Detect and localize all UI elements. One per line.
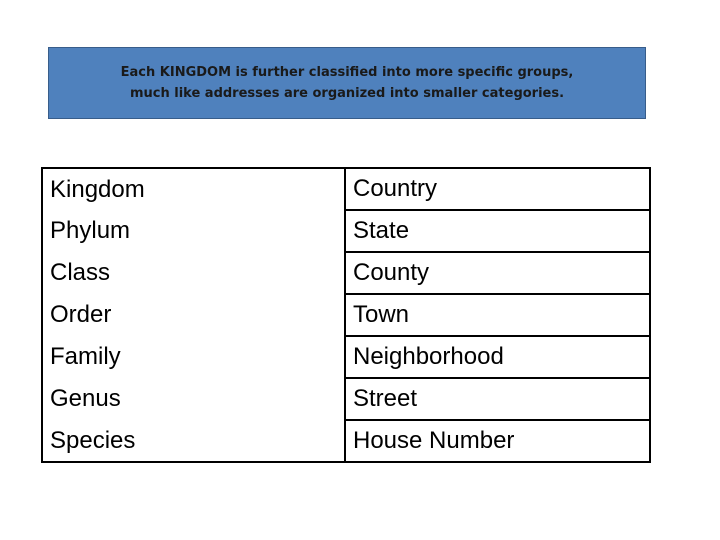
address-cell: Town [345,294,650,336]
address-cell: House Number [345,420,650,462]
taxon-cell: Family [42,336,345,378]
address-cell: County [345,252,650,294]
address-cell: Neighborhood [345,336,650,378]
table-row [42,378,650,420]
taxon-cell: Order [42,294,345,336]
banner-line-1: Each KINGDOM is further classified into more specific groups, [120,65,574,80]
table-row [42,210,650,252]
taxon-cell: Species [42,420,345,462]
table-row [42,420,650,462]
address-cell: State [345,210,650,252]
address-cell: Country [353,175,438,202]
table-row [42,168,650,210]
taxon-cell: Genus [42,378,345,420]
taxon-cell: Kingdom [42,168,345,210]
comparison-table [41,167,651,463]
taxon-cell: Phylum [42,210,345,252]
banner-line-2: much like addresses are organized into smaller categories. [129,86,565,101]
table-row [42,294,650,336]
table-row [42,252,650,294]
table-row [42,336,650,378]
address-cell: Street [345,378,650,420]
title-banner [48,47,646,119]
taxon-cell: Class [42,252,345,294]
